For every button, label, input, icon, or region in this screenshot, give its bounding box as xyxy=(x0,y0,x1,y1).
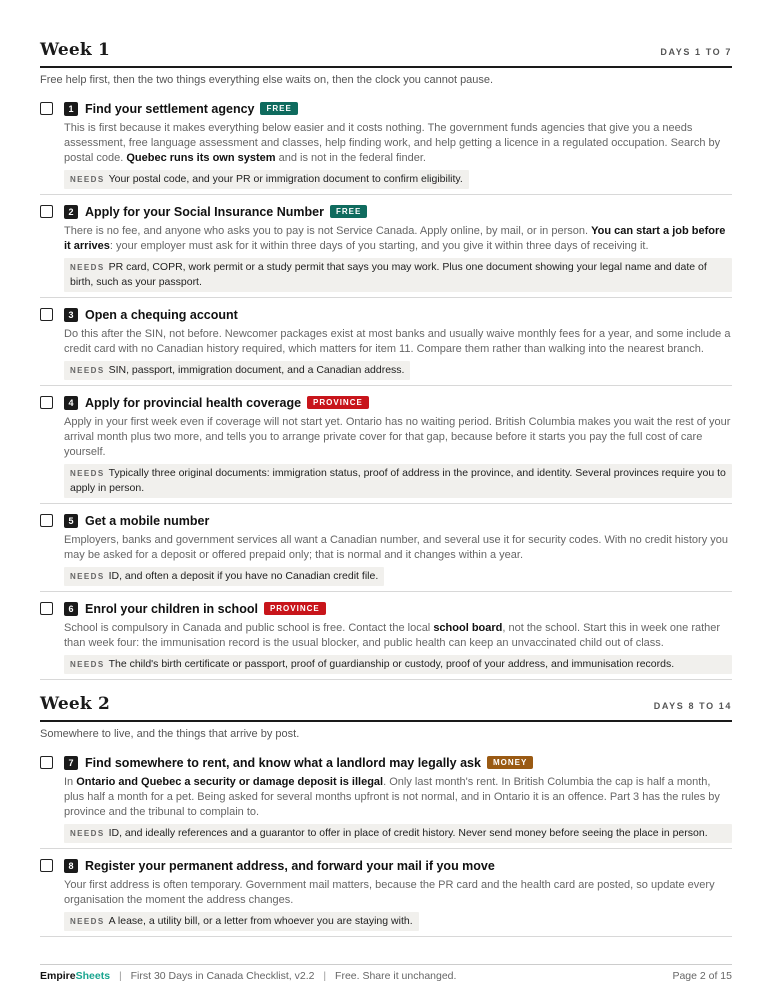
description-text: There is no fee, and anyone who asks you to pay is not Service Canada. Apply online, by mail, or in person. xyxy=(64,225,592,237)
description-text: Apply in your first week even if coverage will not start yet. Ontario has no waiting period. British Columbia makes you wait the rest of your arrival month plus two more, and tells you to arrange private cover for that gap, because before it starts you pay the full cost of care yourself. xyxy=(64,416,731,458)
footer-doc-title: First 30 Days in Canada Checklist, v2.2 xyxy=(130,970,315,982)
item-description xyxy=(64,327,732,357)
tag-badge: FREE xyxy=(260,102,297,115)
item-description xyxy=(64,415,732,460)
checklist xyxy=(40,92,732,680)
tag-badge: MONEY xyxy=(487,756,533,769)
checklist-item xyxy=(40,592,732,680)
checklist-item xyxy=(40,298,732,386)
needs-text: Typically three original documents: immigration status, proof of address in the province, and identity. Several provinces require you to apply in person. xyxy=(70,467,726,494)
item-header xyxy=(64,203,732,220)
item-header xyxy=(64,857,732,874)
item-title: Enrol your children in school xyxy=(85,601,258,616)
item-number: 7 xyxy=(64,756,78,770)
checklist-item xyxy=(40,849,732,937)
checkbox[interactable] xyxy=(40,102,53,115)
description-text: Employers, banks and government services all want a Canadian number, and several use it for security codes. With no credit history you may be asked for a deposit or offered prepaid only; that is normal and it changes within a year. xyxy=(64,534,728,561)
checkbox[interactable] xyxy=(40,756,53,769)
page xyxy=(40,0,732,937)
checkbox[interactable] xyxy=(40,859,53,872)
item-number: 5 xyxy=(64,514,78,528)
item-number: 4 xyxy=(64,396,78,410)
item-description xyxy=(64,224,732,254)
needs-box xyxy=(64,170,469,189)
item-title: Find somewhere to rent, and know what a landlord may legally ask xyxy=(85,755,481,770)
checklist-item xyxy=(40,92,732,195)
week-section xyxy=(40,0,732,680)
description-text: : your employer must ask for it within three days of you starting, and you give it within three days of receiving it. xyxy=(109,240,649,252)
needs-box xyxy=(64,361,410,380)
needs-text: PR card, COPR, work permit or a study permit that says you may work. Plus one document showing your legal name and date of birth, such as your passport. xyxy=(70,261,707,288)
description-text: Your first address is often temporary. Government mail matters, because the PR card and the health card are posted, so update every organisation the moment the address changes. xyxy=(64,879,715,906)
checklist-item xyxy=(40,746,732,849)
needs-label: NEEDS xyxy=(70,917,105,926)
emphasis-text: Quebec runs its own system xyxy=(126,152,276,164)
description-text: Do this after the SIN, not before. Newcomer packages exist at most banks and usually waive monthly fees for a year, and some include a credit card with no Canadian history required, which matters for item 11. Compare them rather than walking into the nearest branch. xyxy=(64,328,731,355)
needs-label: NEEDS xyxy=(70,829,105,838)
needs-text: SIN, passport, immigration document, and a Canadian address. xyxy=(108,364,405,376)
needs-box xyxy=(64,464,732,498)
emphasis-text: You can start a job before it arrives xyxy=(64,225,726,252)
description-text: In xyxy=(64,776,77,788)
week-title: Week 1 xyxy=(40,40,111,60)
needs-label: NEEDS xyxy=(70,263,105,272)
description-text: , not the school. Start this in week one rather than week four: the immunisation record is the usual blocker, and public health can keep an unvaccinated child out of class. xyxy=(64,622,721,649)
item-description xyxy=(64,121,732,166)
needs-label: NEEDS xyxy=(70,175,105,184)
item-number: 6 xyxy=(64,602,78,616)
item-header xyxy=(64,394,732,411)
week-section xyxy=(40,680,732,937)
needs-text: Your postal code, and your PR or immigration document to confirm eligibility. xyxy=(108,173,463,185)
emphasis-text: Ontario and Quebec a security or damage deposit is illegal xyxy=(76,776,384,788)
page-number: Page 2 of 15 xyxy=(672,970,732,982)
needs-box xyxy=(64,655,732,674)
footer-separator: | xyxy=(323,970,327,982)
needs-label: NEEDS xyxy=(70,660,105,669)
description-text: and is not in the federal finder. xyxy=(275,152,426,164)
item-description xyxy=(64,775,732,820)
item-header xyxy=(64,306,732,323)
description-text: . Only last month's rent. In British Columbia the cap is half a month, plus half a month for a pet. Being asked for several months upfront is not normal, and in Ontario it is an offence. Part 3 has the rules by province and the tribunal to complain to. xyxy=(64,776,720,818)
footer-separator: | xyxy=(118,970,122,982)
emphasis-text: school board xyxy=(433,622,503,634)
needs-text: ID, and ideally references and a guarantor to offer in place of credit history. Never send money before seeing the place in person. xyxy=(108,827,708,839)
checklist-item xyxy=(40,504,732,592)
footer-note: Free. Share it unchanged. xyxy=(335,970,457,982)
description-text: School is compulsory in Canada and public school is free. Contact the local xyxy=(64,622,434,634)
item-number: 1 xyxy=(64,102,78,116)
checkbox[interactable] xyxy=(40,308,53,321)
item-title: Open a chequing account xyxy=(85,307,238,322)
item-header xyxy=(64,512,732,529)
description-text: This is first because it makes everything below easier and it costs nothing. The government funds agencies that give you a needs assessment, free language assessment and classes, help finding work, and help getting a licence in a regulated occupation. Search by postal code. xyxy=(64,122,721,164)
week-title: Week 2 xyxy=(40,694,111,714)
item-title: Apply for your Social Insurance Number xyxy=(85,204,324,219)
needs-box xyxy=(64,912,419,931)
week-intro: Free help first, then the two things everything else waits on, then the clock you cannot pause. xyxy=(40,74,494,86)
week-days: DAYS 8 TO 14 xyxy=(653,701,732,711)
checklist-item xyxy=(40,386,732,504)
week-days: DAYS 1 TO 7 xyxy=(660,47,732,57)
item-number: 3 xyxy=(64,308,78,322)
item-title: Apply for provincial health coverage xyxy=(85,395,302,410)
needs-box xyxy=(64,258,732,292)
needs-box xyxy=(64,567,384,586)
needs-text: ID, and often a deposit if you have no Canadian credit file. xyxy=(108,570,379,582)
item-title: Find your settlement agency xyxy=(85,101,255,116)
tag-badge: PROVINCE xyxy=(307,396,369,409)
checklist-item xyxy=(40,195,732,298)
item-description xyxy=(64,621,732,651)
tag-badge: FREE xyxy=(330,205,367,218)
item-number: 2 xyxy=(64,205,78,219)
needs-label: NEEDS xyxy=(70,572,105,581)
checkbox[interactable] xyxy=(40,602,53,615)
week-intro: Somewhere to live, and the things that arrive by post. xyxy=(40,728,300,740)
tag-badge: PROVINCE xyxy=(264,602,326,615)
page-footer xyxy=(40,964,732,982)
week-header xyxy=(40,40,732,68)
checkbox[interactable] xyxy=(40,514,53,527)
checkbox[interactable] xyxy=(40,396,53,409)
item-title: Get a mobile number xyxy=(85,513,210,528)
week-header xyxy=(40,694,732,722)
item-number: 8 xyxy=(64,859,78,873)
footer-left xyxy=(40,970,456,982)
checklist xyxy=(40,746,732,937)
brand-name-accent: Sheets xyxy=(75,970,111,982)
checkbox[interactable] xyxy=(40,205,53,218)
item-description xyxy=(64,533,732,563)
needs-text: The child's birth certificate or passport, proof of guardianship or custody, proof of your address, and immunisation records. xyxy=(108,658,675,670)
needs-label: NEEDS xyxy=(70,469,105,478)
item-header xyxy=(64,100,732,117)
item-header xyxy=(64,754,732,771)
brand-name: Empire xyxy=(40,970,76,982)
item-title: Register your permanent address, and forward your mail if you move xyxy=(85,858,495,873)
item-header xyxy=(64,600,732,617)
needs-box xyxy=(64,824,732,843)
needs-text: A lease, a utility bill, or a letter from whoever you are staying with. xyxy=(108,915,413,927)
item-description xyxy=(64,878,732,908)
needs-label: NEEDS xyxy=(70,366,105,375)
